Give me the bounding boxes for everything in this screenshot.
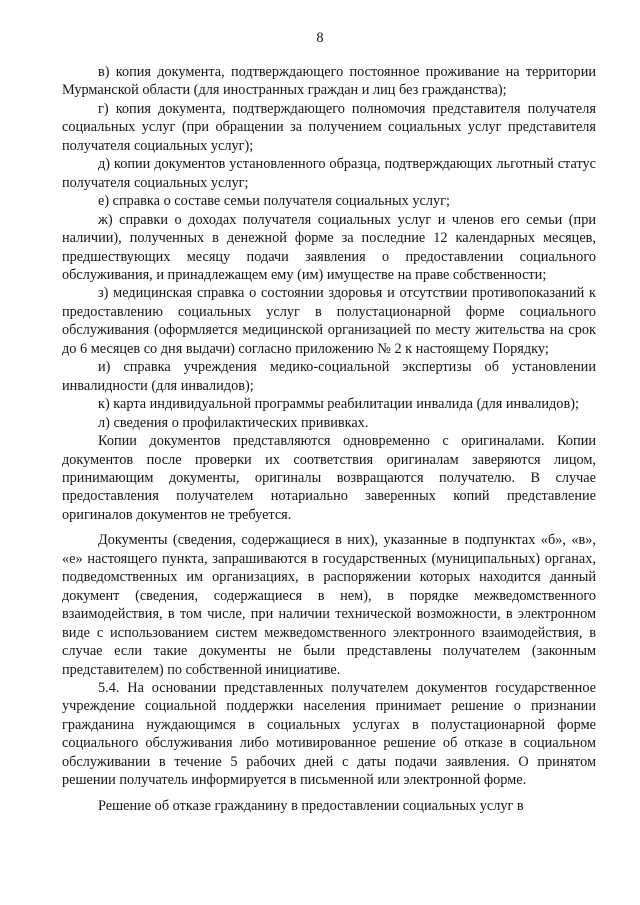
paragraph-interagency-requests: Документы (сведения, содержащиеся в них), указанные в подпунктах «б», «в», «е» настоящего пункта, запрашиваются в государственных (муниципальных) органах, подведомственных им организациях, в распоряжении которых находится данный документ (сведения, содержащиеся в нем), в порядке межведомственного взаимодействия, в том числе, при наличии технической возможности, в электронном виде с использованием систем межведомственного электронного взаимодействия, в случае если такие документы не были представлены получателем (законным представителем) по собственной инициативе.	[62, 532, 596, 678]
paragraph-item-e: е) справка о составе семьи получателя социальных услуг;	[98, 193, 450, 210]
paragraph-section-5-4: 5.4. На основании представленных получателем документов государственное учреждение социальной поддержки населения принимает решение о признании гражданина нуждающимся в социальных услугах в полустационарной форме социального обслуживания либо мотивированное решение об отказе в социальном обслуживании в течение 5 рабочих дней с даты подачи заявления. О принятом решении получатель информируется в письменной или электронной форме.	[62, 679, 596, 789]
paragraph-item-zh: ж) справки о доходах получателя социальных услуг и членов его семьи (при наличии), полученных в денежной форме за последние 12 календарных месяцев, предшествующих месяцу подачи заявления о предоставлении социального обслуживания, и принадлежащем ему (им) имуществе на праве собственности;	[62, 211, 596, 283]
paragraph-document-copies: Копии документов представляются одновременно с оригиналами. Копии документов после проверки их соответствия оригиналам заверяются лицом, принимающим документы, оригиналы возвращаются получателю. В случае предоставления получателем нотариально заверенных копий представление оригиналов документов не требуется.	[62, 433, 596, 523]
paragraph-refusal-decision: Решение об отказе гражданину в предоставлении социальных услуг в	[98, 797, 524, 814]
paragraph-item-z: з) медицинская справка о состоянии здоровья и отсутствии противопоказаний к предоставлению социальных услуг в полустационарной форме социального обслуживания (оформляется медицинской организацией по месту жительства на срок до 6 месяцев со дня выдачи) согласно приложению № 2 к настоящему Порядку;	[62, 285, 596, 357]
document-body	[62, 63, 596, 815]
paragraph-item-l: л) сведения о профилактических прививках.	[98, 414, 369, 431]
paragraph-item-i: и) справка учреждения медико-социальной экспертизы об установлении инвалидности (для инвалидов);	[62, 359, 596, 394]
paragraph-item-v: в) копия документа, подтверждающего постоянное проживание на территории Мурманской области (для иностранных граждан и лиц без гражданства);	[62, 64, 596, 99]
paragraph-item-g: г) копия документа, подтверждающего полномочия представителя получателя социальных услуг (при обращении за получением социальных услуг представителя получателя социальных услуг);	[62, 100, 596, 154]
page-number: 8	[316, 30, 324, 46]
paragraph-item-d: д) копии документов установленного образца, подтверждающих льготный статус получателя социальных услуг;	[62, 156, 596, 191]
paragraph-item-k: к) карта индивидуальной программы реабилитации инвалида (для инвалидов);	[98, 396, 579, 413]
